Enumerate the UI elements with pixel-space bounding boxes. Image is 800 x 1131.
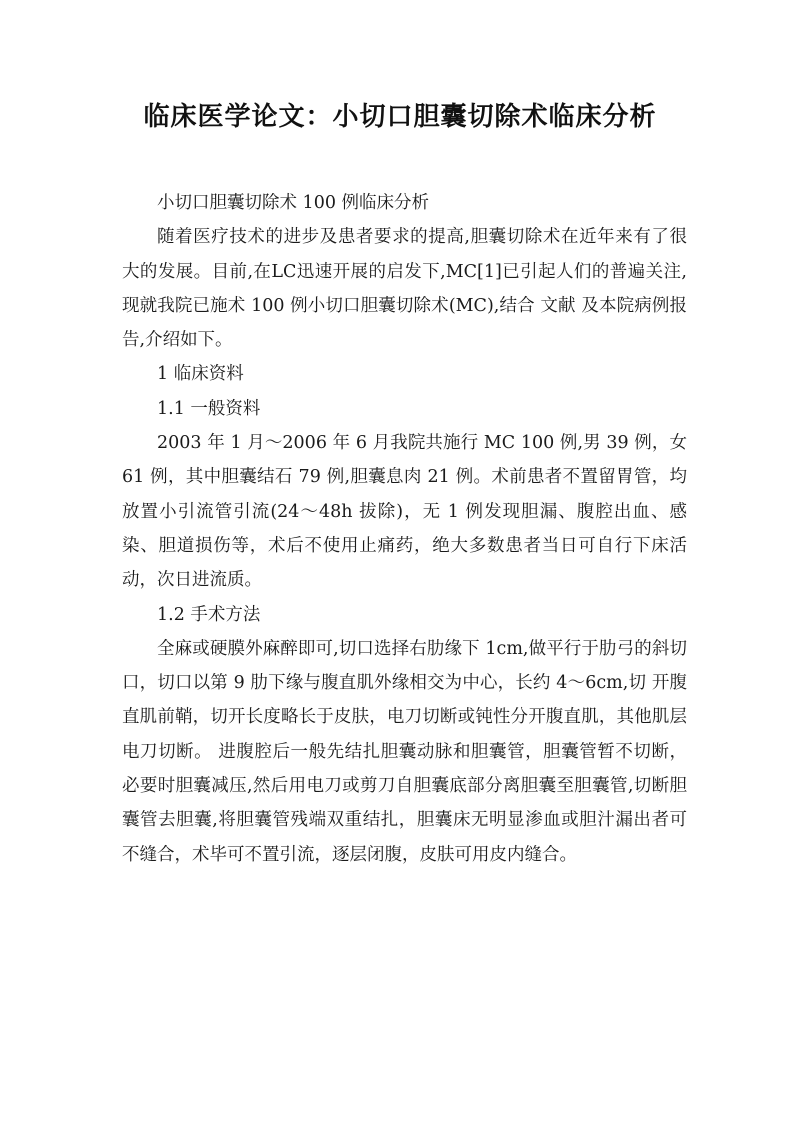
subsection-heading-general-data: 1.1 一般资料 [157,398,261,419]
paragraph-intro: 随着医疗技术的进步及患者要求的提高,胆囊切除术在近年来有了很大的发展。目前,在LC迅速开展的启发下,MC[1]已引起人们的普遍关注,现就我院已施术 100 例小切口胆囊切除术(MC),结合 文献 及本院病例报告,介绍如下。 [122,227,687,351]
paragraph-subtitle: 小切口胆囊切除术 100 例临床分析 [157,193,430,213]
document-title: 临床医学论文：小切口胆囊切除术临床分析 [143,102,657,132]
paragraph-general-data: 2003 年 1 月～2006 年 6 月我院共施行 MC 100 例,男 39 例，女 61 例，其中胆囊结石 79 例,胆囊息肉 21 例。术前患者不置留胃管，均放置小引流管引流(24～48h 拔除)，无 1 例发现胆漏、腹腔出血、感染、胆道损伤等，术后不使用止痛药，绝大多数患者当日可自行下床活动，次日进流质。 [122,433,687,591]
paragraph-surgical-method: 全麻或硬膜外麻醉即可,切口选择右肋缘下 1cm,做平行于肋弓的斜切口，切口以第 9 肋下缘与腹直肌外缘相交为中心，长约 4～6cm,切 开腹直肌前鞘，切开长度略长于皮肤，电刀切断或钝性分开腹直肌，其他肌层电刀切断。 进腹腔后一般先结扎胆囊动脉和胆囊管，胆囊管暂不切断，必要时胆囊减压,然后用电刀或剪刀自胆囊底部分离胆囊至胆囊管,切断胆囊管去胆囊,将胆囊管残端双重结扎，胆囊床无明显渗血或胆汁漏出者可不缝合，术毕可不置引流，逐层闭腹，皮肤可用皮内缝合。 [122,638,687,865]
subsection-heading-surgical-method: 1.2 手术方法 [157,604,261,625]
document-body [122,186,687,872]
section-heading-clinical-data: 1 临床资料 [157,364,244,385]
